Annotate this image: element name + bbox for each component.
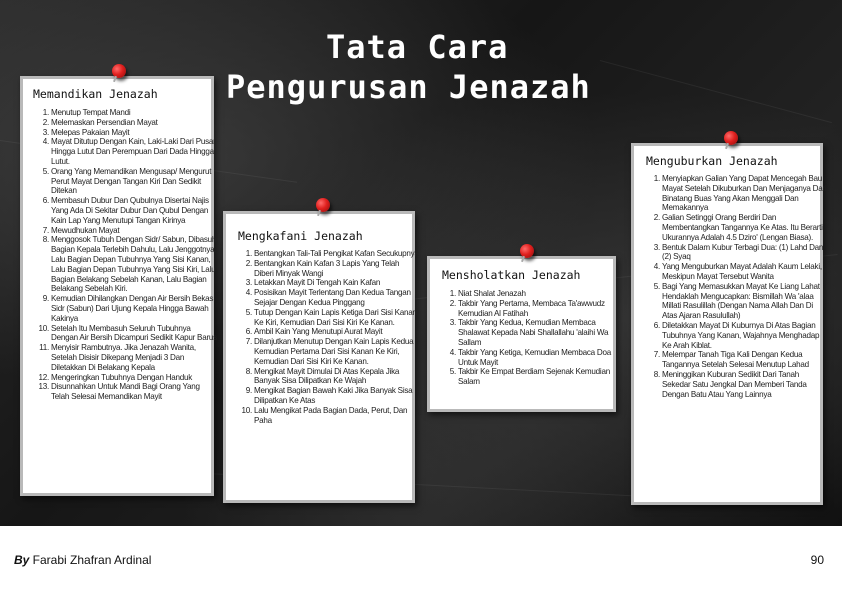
card-heading: Mensholatkan Jenazah <box>442 268 581 282</box>
list-item: 9. Mengikat Bagian Bawah Kaki Jika Banyak Sisa Dilipatkan Ke Atas <box>254 386 420 406</box>
list-item: 2. Takbir Yang Pertama, Membaca Ta'awwudz Kemudian Al Fatihah <box>458 299 622 319</box>
title-line-1: Tata Cara <box>326 28 509 66</box>
author-name: Farabi Zhafran Ardinal <box>29 553 152 567</box>
page-number: 90 <box>810 553 824 567</box>
list-item: 13. Disunnahkan Untuk Mandi Bagi Orang Yang Telah Selesai Memandikan Mayit <box>51 382 219 402</box>
list-item: 2. Bentangkan Kain Kafan 3 Lapis Yang Telah Diberi Minyak Wangi <box>254 259 420 279</box>
step-list <box>37 108 219 402</box>
pushpin-icon <box>316 198 330 212</box>
list-item: 6. Ambil Kain Yang Menutupi Aurat Mayit <box>254 327 420 337</box>
list-item: 2. Melemaskan Persendian Mayat <box>51 118 219 128</box>
list-item: 5. Bagi Yang Memasukkan Mayat Ke Liang Lahat Hendaklah Mengucapkan: Bismillah Wa 'alaa Millati Rasulillah (Dengan Nama Allah Dan Di Atas Ajaran Rasulullah) <box>662 282 827 321</box>
list-item: 1. Menutup Tempat Mandi <box>51 108 219 118</box>
list-item: 4. Posisikan Mayit Terlentang Dan Kedua Tangan Sejajar Dengan Kedua Pinggang <box>254 288 420 308</box>
card-heading: Mengkafani Jenazah <box>238 229 363 243</box>
list-item: 11. Menyisir Rambutnya. Jika Jenazah Wanita, Setelah Disisir Dikepang Menjadi 3 Dan Diletakkan Di Belakang Kepala <box>51 343 219 372</box>
list-item: 3. Melepas Pakaian Mayit <box>51 128 219 138</box>
list-item: 10. Setelah Itu Membasuh Seluruh Tubuhnya Dengan Air Bersih Dicampuri Sedikit Kapur Barus <box>51 324 219 344</box>
list-item: 1. Niat Shalat Jenazah <box>458 289 622 299</box>
card-menguburkan <box>631 143 827 505</box>
step-list <box>240 249 420 425</box>
card-heading: Menguburkan Jenazah <box>646 154 778 168</box>
pushpin-icon <box>112 64 126 78</box>
pushpin-icon <box>724 131 738 145</box>
list-item: 4. Takbir Yang Ketiga, Kemudian Membaca Doa Untuk Mayit <box>458 348 622 368</box>
list-item: 1. Menyiapkan Galian Yang Dapat Mencegah Bau Mayat Setelah Dikuburkan Dan Menjaganya Dari Binatang Buas Yang Akan Menggali Dan Memakannya <box>662 174 827 213</box>
list-item: 3. Letakkan Mayit Di Tengah Kain Kafan <box>254 278 420 288</box>
list-item: 1. Bentangkan Tali-Tali Pengikat Kafan Secukupnya <box>254 249 420 259</box>
step-list <box>648 174 827 399</box>
list-item: 2. Galian Setinggi Orang Berdiri Dan Membentangkan Tangannya Ke Atas. Itu Berarti Ukurannya Adalah 4.5 Dziro' (Lengan Biasa). <box>662 213 827 242</box>
list-item: 8. Meninggikan Kuburan Sedikit Dari Tanah Sekedar Satu Jengkal Dan Memberi Tanda Dengan Batu Atau Yang Lainnya <box>662 370 827 399</box>
author-credit <box>14 553 151 567</box>
step-list <box>444 289 622 387</box>
list-item: 4. Yang Menguburkan Mayat Adalah Kaum Lelaki, Meskipun Mayat Tersebut Wanita <box>662 262 827 282</box>
list-item: 5. Takbir Ke Empat Berdiam Sejenak Kemudian Salam <box>458 367 622 387</box>
list-item: 4. Mayat Ditutup Dengan Kain, Laki-Laki Dari Pusar Hingga Lutut Dan Perempuan Dari Dada Hingga Lutut. <box>51 137 219 166</box>
pushpin-icon <box>520 244 534 258</box>
list-item: 3. Bentuk Dalam Kubur Terbagi Dua: (1) Lahd Dan (2) Syaq <box>662 243 827 263</box>
card-heading: Memandikan Jenazah <box>33 87 158 101</box>
author-prefix: By <box>14 553 30 567</box>
card-memandikan <box>20 76 217 496</box>
list-item: 12. Mengeringkan Tubuhnya Dengan Handuk <box>51 373 219 383</box>
list-item: 5. Tutup Dengan Kain Lapis Ketiga Dari Sisi Kanan Ke Kiri, Kemudian Dari Sisi Kiri Ke Kanan. <box>254 308 420 328</box>
list-item: 10. Lalu Mengikat Pada Bagian Dada, Perut, Dan Paha <box>254 406 420 426</box>
list-item: 8. Mengikat Mayit Dimulai Di Atas Kepala Jika Banyak Sisa Dilipatkan Ke Wajah <box>254 367 420 387</box>
list-item: 5. Orang Yang Memandikan Mengusap/ Mengurut Perut Mayat Dengan Tangan Kiri Dan Sedikit Ditekan <box>51 167 219 196</box>
list-item: 7. Dilanjutkan Menutup Dengan Kain Lapis Kedua Kemudian Pertama Dari Sisi Kanan Ke Kiri, Kemudian Dari Sisi Kiri Ke Kanan. <box>254 337 420 366</box>
title-line-2: Pengurusan Jenazah <box>226 68 591 106</box>
list-item: 6. Diletakkan Mayat Di Kuburnya Di Atas Bagian Tubuhnya Yang Kanan, Wajahnya Menghadap Ke Arah Kiblat. <box>662 321 827 350</box>
list-item: 7. Melempar Tanah Tiga Kali Dengan Kedua Tangannya Setelah Selesai Menutup Lahad <box>662 350 827 370</box>
paper-crease <box>600 60 832 123</box>
list-item: 8. Menggosok Tubuh Dengan Sidr/ Sabun, Dibasuh Bagian Kepala Terlebih Dahulu, Lalu Jenggotnya, Lalu Bagian Depan Tubuhnya Yang Sisi Kanan, Lalu Bagian Depan Tubuhnya Yang Sisi Kiri, Lalu Bagian Belakang Sebelah Kanan, Lalu Bagian Belakang Sebelah Kiri. <box>51 235 219 294</box>
list-item: 6. Membasuh Dubur Dan Qubulnya Disertai Najis Yang Ada Di Sekitar Dubur Dan Qubul Dengan Kain Lap Yang Menutupi Tangan Kirinya <box>51 196 219 225</box>
list-item: 3. Takbir Yang Kedua, Kemudian Membaca Shalawat Kepada Nabi Shallallahu 'alaihi Wa Sallam <box>458 318 622 347</box>
card-mensholatkan <box>427 256 616 412</box>
list-item: 7. Mewudhukan Mayat <box>51 226 219 236</box>
list-item: 9. Kemudian Dihilangkan Dengan Air Bersih Bekas Sidr (Sabun) Dari Ujung Kepala Hingga Bawah Kakinya <box>51 294 219 323</box>
card-mengkafani <box>223 211 419 503</box>
